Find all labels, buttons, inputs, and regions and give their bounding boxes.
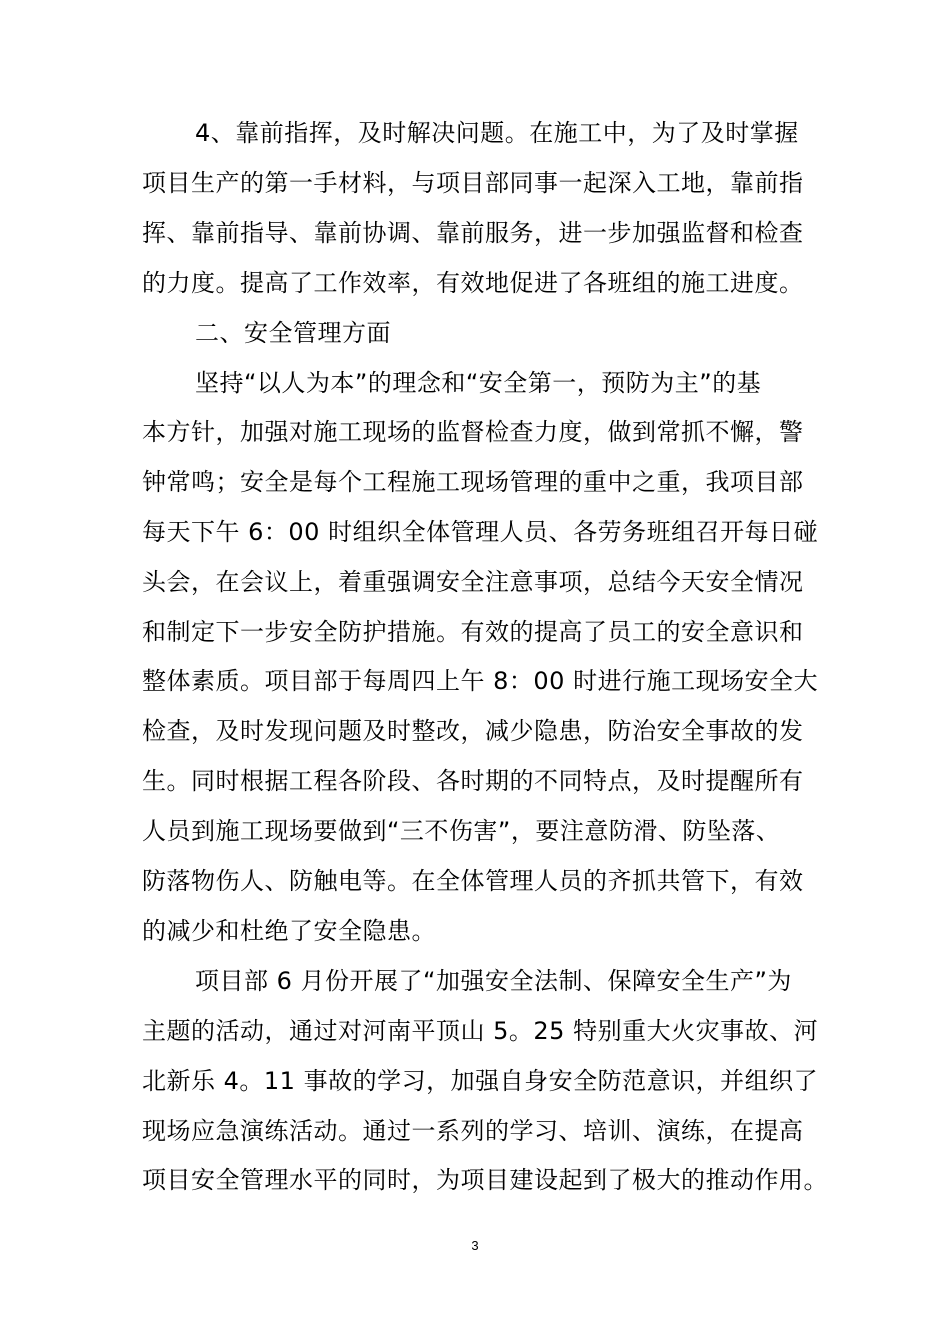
text-line: 现场应急演练活动。通过一系列的学习、培训、演练，在提高 bbox=[142, 1117, 804, 1145]
text-line: 本方针，加强对施工现场的监督检查力度，做到常抓不懈，警 bbox=[142, 418, 804, 446]
text-line: 挥、靠前指导、靠前协调、靠前服务，进一步加强监督和检查 bbox=[142, 219, 804, 247]
text-line: 每天下午 6：00 时组织全体管理人员、各劳务班组召开每日碰 bbox=[142, 518, 819, 546]
text-line: 北新乐 4。11 事故的学习，加强自身安全防范意识，并组织了 bbox=[142, 1067, 819, 1095]
text-line: 检查，及时发现问题及时整改，减少隐患，防治安全事故的发 bbox=[142, 717, 804, 745]
text-line: 的力度。提高了工作效率，有效地促进了各班组的施工进度。 bbox=[142, 269, 804, 297]
text-line: 4、靠前指挥，及时解决问题。在施工中，为了及时掌握 bbox=[195, 119, 799, 147]
text-line: 项目安全管理水平的同时，为项目建设起到了极大的推动作用。 bbox=[142, 1166, 828, 1194]
text-line: 坚持“以人为本”的理念和“安全第一，预防为主”的基 bbox=[195, 369, 762, 397]
text-line: 主题的活动，通过对河南平顶山 5。25 特别重大火灾事故、河 bbox=[142, 1017, 819, 1045]
text-line: 的减少和杜绝了安全隐患。 bbox=[142, 917, 436, 945]
text-line: 钟常鸣；安全是每个工程施工现场管理的重中之重，我项目部 bbox=[142, 468, 804, 496]
text-line: 防落物伤人、防触电等。在全体管理人员的齐抓共管下，有效 bbox=[142, 867, 804, 895]
text-line: 头会，在会议上，着重强调安全注意事项，总结今天安全情况 bbox=[142, 568, 804, 596]
text-line: 项目部 6 月份开展了“加强安全法制、保障安全生产”为 bbox=[195, 967, 792, 995]
text-line: 人员到施工现场要做到“三不伤害”，要注意防滑、防坠落、 bbox=[142, 817, 781, 845]
text-line: 生。同时根据工程各阶段、各时期的不同特点，及时提醒所有 bbox=[142, 767, 804, 795]
section-heading: 二、安全管理方面 bbox=[195, 319, 391, 347]
text-line: 项目生产的第一手材料，与项目部同事一起深入工地，靠前指 bbox=[142, 169, 804, 197]
text-line: 整体素质。项目部于每周四上午 8：00 时进行施工现场安全大 bbox=[142, 667, 819, 695]
text-line: 和制定下一步安全防护措施。有效的提高了员工的安全意识和 bbox=[142, 618, 804, 646]
page-number: 3 bbox=[471, 1238, 479, 1253]
